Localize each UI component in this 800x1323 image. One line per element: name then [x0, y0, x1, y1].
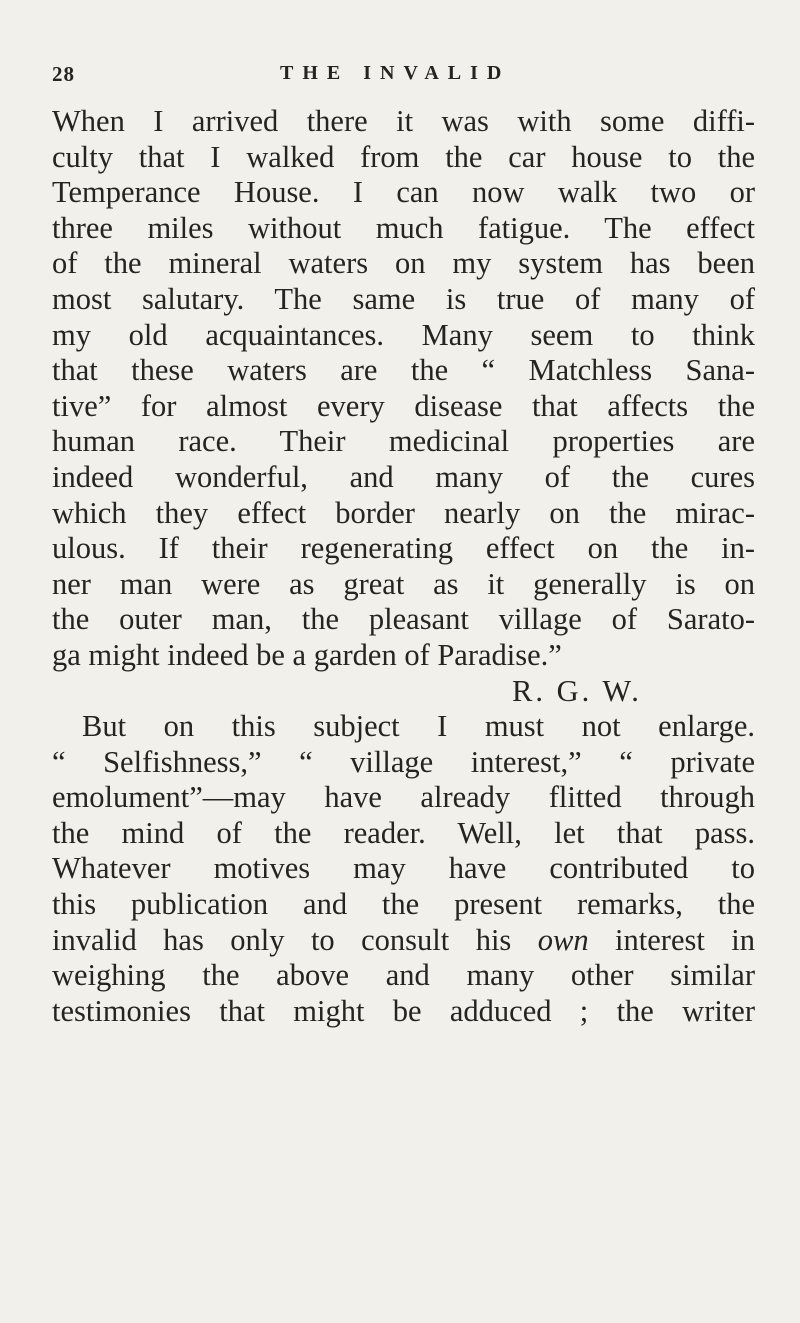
text-line: three miles without much fatigue. The effect — [52, 210, 755, 245]
running-head — [52, 62, 752, 90]
text-line: ga might indeed be a garden of Paradise.” — [52, 637, 562, 672]
text-line: testimonies that might be adduced ; the writer — [52, 993, 755, 1028]
page-number: 28 — [52, 62, 75, 86]
text-line: that these waters are the “ Matchless Sana- — [52, 353, 755, 388]
text-line: ulous. If their regenerating effect on the in- — [52, 531, 755, 566]
text-line: emolument”—may have already flitted through — [52, 780, 755, 815]
text-line: weighing the above and many other similar — [52, 958, 755, 993]
paragraph-letter-excerpt — [52, 104, 755, 709]
text-line: Whatever motives may have contributed to — [52, 851, 755, 886]
text-segment: interest in — [588, 922, 755, 957]
text-line: “ Selfishness,” “ village interest,” “ private — [52, 744, 755, 779]
emphasized-word: own — [537, 922, 589, 957]
paragraph-remarks — [52, 709, 755, 1029]
body-text — [52, 104, 755, 1029]
text-line: tive” for almost every disease that affects the — [52, 388, 755, 423]
text-line: culty that I walked from the car house to the — [52, 139, 755, 174]
text-segment: invalid has only to consult his — [52, 922, 538, 957]
running-title: THE INVALID — [280, 62, 511, 84]
text-line: which they effect border nearly on the mirac- — [52, 495, 755, 530]
signature: R. G. W. — [512, 673, 642, 708]
text-line-with-emphasis — [52, 923, 755, 959]
text-line: of the mineral waters on my system has been — [52, 246, 755, 281]
text-line: ner man were as great as it generally is on — [52, 566, 755, 601]
text-line: Temperance House. I can now walk two or — [52, 175, 755, 210]
text-line: When I arrived there it was with some diffi- — [52, 104, 755, 138]
text-line: human race. Their medicinal properties are — [52, 424, 755, 459]
text-line: this publication and the present remarks, the — [52, 887, 755, 922]
text-line: the mind of the reader. Well, let that pass. — [52, 815, 755, 850]
text-line: my old acquaintances. Many seem to think — [52, 317, 755, 352]
text-line: But on this subject I must not enlarge. — [82, 709, 755, 744]
text-line: indeed wonderful, and many of the cures — [52, 459, 755, 494]
text-line: the outer man, the pleasant village of Sarato- — [52, 602, 755, 637]
text-line: most salutary. The same is true of many of — [52, 281, 755, 316]
